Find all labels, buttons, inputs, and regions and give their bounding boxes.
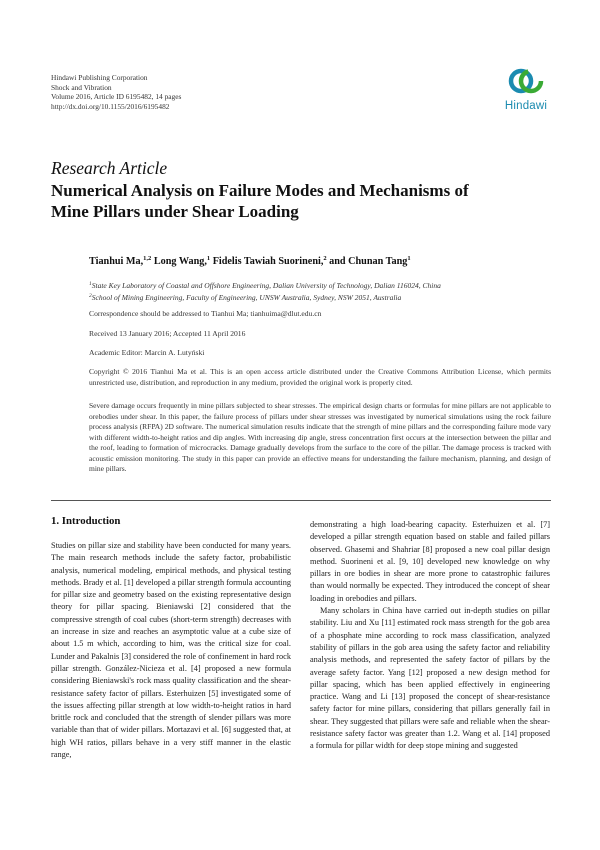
title-line-2: Mine Pillars under Shear Loading — [51, 202, 299, 221]
paper-title — [51, 180, 551, 222]
section-heading: 1. Introduction — [51, 515, 121, 527]
author-name: Tianhui Ma, — [89, 256, 144, 267]
title-line-1: Numerical Analysis on Failure Modes and Mechanisms of — [51, 181, 469, 200]
affiliation-sup: 1 — [89, 281, 92, 287]
publisher-name: Hindawi Publishing Corporation — [51, 73, 148, 82]
author-name: Fidelis Tawiah Suorineni, — [212, 256, 324, 267]
author-list — [89, 255, 569, 267]
correspondence: Correspondence should be addressed to Tianhui Ma; tianhuima@dlut.edu.cn — [89, 309, 322, 318]
received-dates: Received 13 January 2016; Accepted 11 April 2016 — [89, 329, 246, 338]
journal-name: Shock and Vibration — [51, 82, 112, 92]
author-name: Long Wang, — [153, 256, 207, 267]
author-affil-sup: 1 — [206, 255, 211, 262]
hindawi-logo — [494, 66, 558, 116]
journal-volume: Volume 2016, Article ID 6195482, 14 pages — [51, 92, 182, 102]
paragraph: Studies on pillar size and stability have been conducted for many years. The main research methods include the safety factor, probabilistic analysis, numerical modeling, empirical methods, and physical testing methods. Brady et al. [1] developed a pillar strength formula accounting for pillar size and geometry based on the existing representative design theory for pillar spacing. Bieniawski [2] considered that the compressive strength of coal cubes (short-term strength) decreases with an increase in size and reaches an asymptotic value at a cube size of about 1.5 m which, according to him, was the critical size for coal. Lunder and Pakalnis [3] considered the role of confinement in hard rock pillar strength. González-Nicieza et al. [4] proposed a new formula considering Bieniawski's rock mass quality classification and the shear-resistance safety factor of pillars. Esterhuizen [5] investigated some of the issues affecting pillar strength at low width-to-height ratios in hard brittle rock and concluded that the strength of slender pillars was more variable than that of wider pillars. Mortazavi et al. [6] suggested that, at high WH ratios, pillars behave in a very stiff manner in the elastic range, — [51, 541, 291, 760]
author-affil-sup: 1,2 — [143, 255, 152, 262]
affiliation-sup: 2 — [89, 293, 92, 299]
journal-info — [51, 73, 351, 111]
doi-link[interactable]: http://dx.doi.org/10.1155/2016/6195482 — [51, 101, 170, 111]
paragraph: Many scholars in China have carried out in-depth studies on pillar stability. Liu and Xu [11] estimated rock mass strength for the gob area of a phosphate mine according to rock mass classification, analyzed stability of pillars in the gob area using the safety factor and reliability analysis methods, and represented the safety factor of pillars by the average safety factor. Yang [12] proposed a new design method for pillar spacing, which has been applied effectively in engineering practice. Wang and Li [13] proposed the concept of shear-resistance safety factor for mine pillars, considering that pillars generally fail in shear. They suggested that pillars were safe and reliable when the shear-resistance safety factor was greater than 1.2. Wang et al. [14] proposed a formula for pillar width for deep stope mining and suggested — [310, 606, 550, 751]
affiliation-item — [89, 279, 559, 291]
article-type: Research Article — [51, 158, 168, 178]
abstract: Severe damage occurs frequently in mine pillars subjected to shear stresses. The empirical design charts or formulas for mine pillars are not applicable to orebodies under shear. In this paper, the failure process of pillars under shear stresses was investigated by numerical simulations using the rock failure process analysis (RFPA) 2D software. The numerical simulation results indicate that the strength of mine pillars and the corresponding failure mode vary with different width-to-height ratios and dip angles. With increasing dip angle, stress concentration first occurs at the intersection between the pillar and the roof, leading to formation of microcracks. Damage gradually develops from the surface to the core of the pillar. The damage process is tracked with acoustic emission monitoring. The study in this paper can provide an effective means for understanding the failure mechanism, planning, and design of mine pillars. — [89, 401, 551, 473]
copyright-notice: Copyright © 2016 Tianhui Ma et al. This is an open access article distributed under the Creative Commons Attribution License, which permits unrestricted use, distribution, and reproduction in any medium, provided the original work is properly cited. — [89, 367, 551, 387]
academic-editor: Academic Editor: Marcin A. Lutyński — [89, 348, 205, 357]
hindawi-rings-icon — [508, 66, 544, 98]
left-text-column — [51, 540, 291, 761]
paragraph: demonstrating a high load-bearing capacity. Esterhuizen et al. [7] developed a pillar strength equation based on stable and failed pillars observed. Ghasemi and Shahriar [8] proposed a new coal pillar design method. Suorineni et al. [9, 10] developed new knowledge on why pillars in ore bodies in shear are more prone to catastrophic failures than would normally be expected. They introduced the concept of shear loading in orebodies and pillars. — [310, 520, 550, 603]
right-text-column — [310, 519, 550, 753]
affiliations — [89, 279, 559, 303]
affiliation-text: State Key Laboratory of Coastal and Offshore Engineering, Dalian University of Technology, Dalian 116024, China — [91, 281, 441, 290]
affiliation-item — [89, 291, 559, 303]
author-affil-sup: 1 — [407, 255, 411, 262]
section-divider — [51, 500, 551, 501]
logo-text: Hindawi — [504, 100, 548, 112]
author-name: and Chunan Tang — [329, 256, 408, 267]
author-affil-sup: 2 — [323, 255, 327, 262]
affiliation-text: School of Mining Engineering, Faculty of Engineering, UNSW Australia, Sydney, NSW 2051, Australia — [91, 293, 402, 302]
